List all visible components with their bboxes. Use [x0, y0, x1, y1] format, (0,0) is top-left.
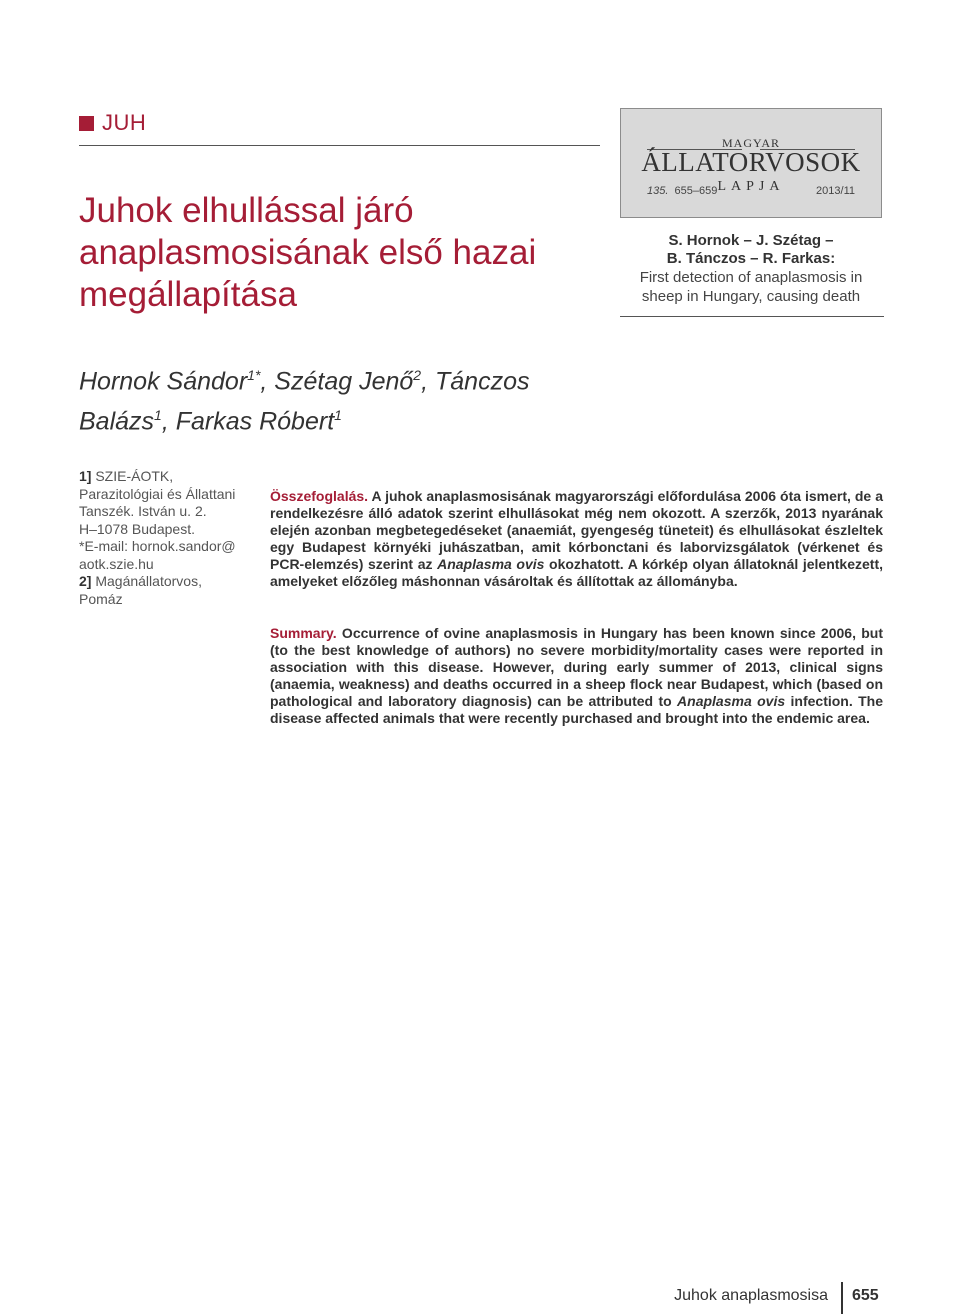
title-line: Juhok elhullással járó — [79, 191, 414, 230]
abstract-text: A juhok anaplasmosisának magyarországi előfordulása 2006 óta ismert, de a rendelkezésre álló adatok szerint elhullásokat még nem okozott. A szerzők, 2013 nyarának elején azonban megbetegedéseket (anaemiát, gyengeség tüneteit) és elhullásokat észleltek egy Budapest környéki juhászatban, amit kórbonctani és laborvizsgálatok (vérkenet és PCR-elemzés) szerint az — [270, 488, 883, 572]
english-title-line: First detection of anaplasmosis in — [639, 269, 863, 286]
journal-lapja: LAPJA — [717, 179, 785, 194]
species-name: Anaplasma ovis — [437, 555, 545, 572]
section-label: JUH — [102, 110, 147, 135]
affiliation-line — [79, 573, 259, 591]
title-line: megállapítása — [79, 275, 297, 314]
citation-divider — [620, 316, 884, 317]
affiliations — [79, 468, 259, 608]
species-name: Anaplasma ovis — [677, 692, 786, 709]
affiliation-line — [79, 468, 259, 486]
summary-text: Occurrence of ovine anaplasmosis in Hungary has been known since 2006, but (to the best knowledge of authors) no severe morbidity/mortality cases were reported in association with this disease. However, during early summer of 2013, clinical signs (anaemia, weakness) and deaths occurred in a sheep flock near Budapest, which (based on pathological and laboratory diagnosis) can be attributed to — [270, 625, 883, 709]
affiliation-email[interactable]: *E-mail: hornok.sandor@ — [79, 538, 236, 554]
abstract-text: okozhatott. A kórkép olyan állatoknál jelentkezett, amelyeket előzőleg máshonnan vásároltak és állítottak az állományba. — [270, 555, 883, 589]
author-name: Szétag Jenő — [274, 367, 414, 396]
english-authors-line: B. Tánczos – R. Farkas: — [666, 250, 836, 267]
english-authors-line: S. Hornok – J. Szétag – — [668, 232, 834, 249]
author-affil-mark: 1* — [247, 367, 261, 383]
section-divider — [79, 145, 600, 146]
journal-masthead — [620, 108, 882, 218]
affiliation-email[interactable]: aotk.szie.hu — [79, 555, 154, 572]
article-title — [79, 190, 579, 316]
section-square-icon — [79, 116, 94, 131]
author-affil-mark: 2 — [413, 367, 422, 383]
summary-en — [270, 625, 883, 726]
page-range: 655–659 — [674, 185, 718, 197]
author-separator: , — [161, 407, 176, 436]
affiliation-number: 1] — [79, 468, 92, 484]
english-citation — [620, 232, 882, 306]
author-separator: , — [421, 367, 435, 396]
abstract-hu — [270, 488, 883, 589]
summary-text: infection. The disease affected animals that were recently purchased and brought into the endemic area. — [270, 692, 884, 726]
title-line: anaplasmosisának első hazai — [79, 233, 537, 272]
footer-divider — [841, 1282, 843, 1314]
page-number: 655 — [852, 1287, 879, 1304]
volume-number: 135. — [647, 185, 669, 197]
journal-date: 2013/11 — [816, 185, 855, 197]
affiliation-number: 2] — [79, 573, 92, 589]
author-name: Tánczos Balázs — [79, 367, 530, 436]
section-tag — [79, 110, 146, 136]
affiliation-text: Magánállatorvos, — [95, 573, 202, 589]
author-separator: , — [260, 367, 275, 396]
author-name: Farkas Róbert — [175, 407, 335, 436]
author-affil-mark: 1 — [334, 407, 342, 424]
running-title: Juhok anaplasmosisa — [674, 1287, 828, 1304]
journal-name: ÁLLATORVOSOK — [641, 147, 861, 177]
author-list — [79, 358, 579, 439]
author-affil-mark: 1 — [154, 407, 162, 424]
summary-lead: Summary. — [270, 625, 337, 641]
affiliation-line: Tanszék. István u. 2. — [79, 503, 207, 519]
affiliation-line: Pomáz — [79, 590, 123, 607]
abstract-lead: Összefoglalás. — [270, 488, 369, 504]
journal-top-word: MAGYAR — [721, 136, 780, 150]
author-name: Hornok Sándor — [79, 367, 248, 396]
affiliation-text: SZIE-ÁOTK, — [95, 468, 174, 484]
affiliation-line: H–1078 Budapest. — [79, 520, 195, 537]
english-title-line: sheep in Hungary, causing death — [641, 288, 861, 305]
affiliation-line: Parazitológiai és Állattani — [79, 485, 236, 502]
